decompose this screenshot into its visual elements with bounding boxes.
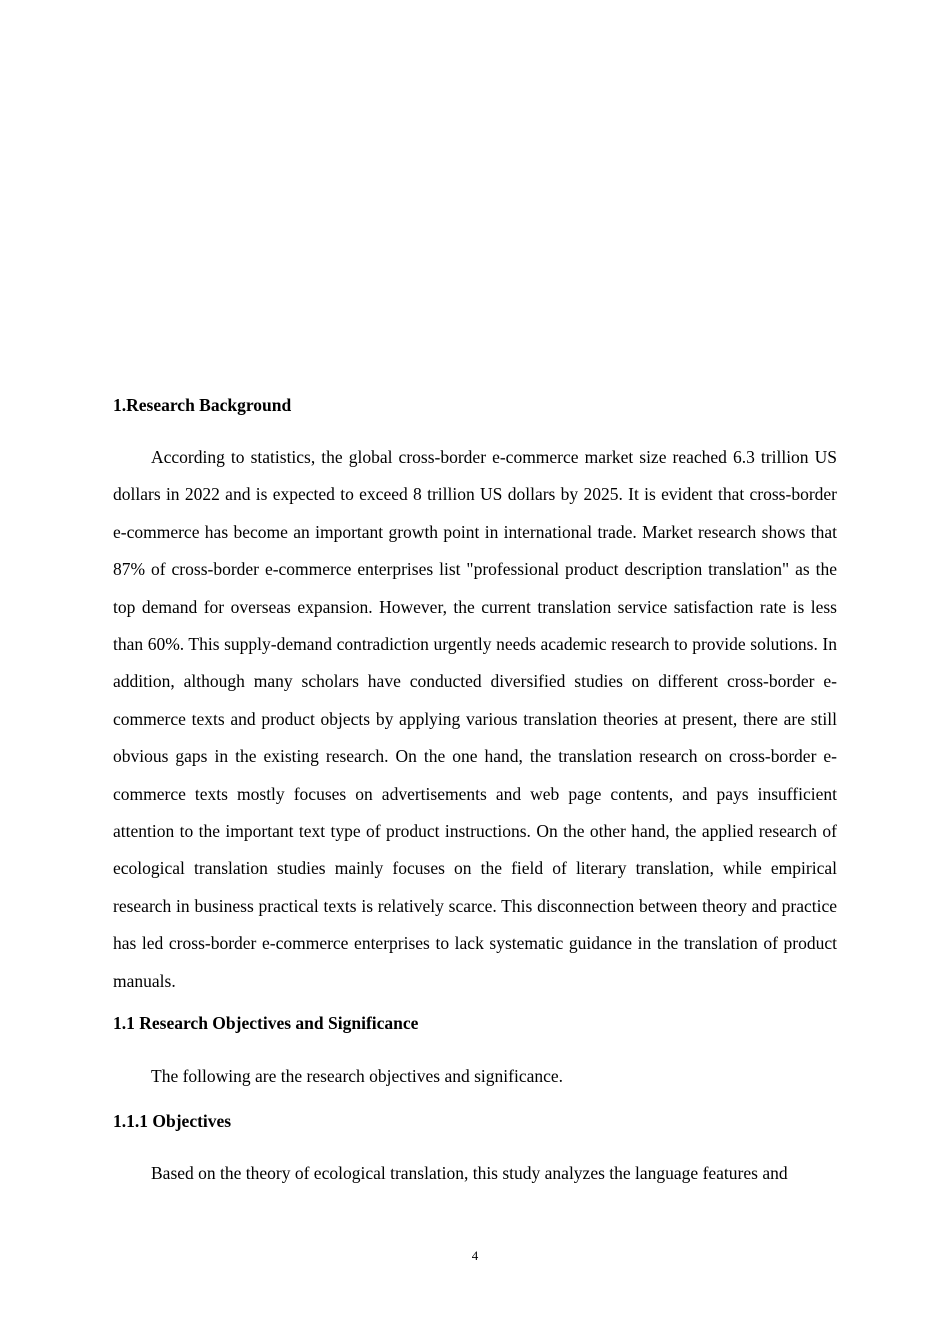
objectives-paragraph: Based on the theory of ecological translation, this study analyzes the language features and (151, 1162, 788, 1183)
section-heading-objectives: 1.1.1 Objectives (113, 1110, 232, 1131)
section-heading-objectives-significance: 1.1 Research Objectives and Significance (113, 1013, 419, 1034)
research-background-paragraph: According to statistics, the global cross-border e-commerce market size reached 6.3 trillion US dollars in 2022 and is expected to exceed 8 trillion US dollars by 2025. It is evident that cross-border e-commerce has become an important growth point in international trade. Market research shows that 87% of cross-border e-commerce enterprises list "professional product description translation" as the top demand for overseas expansion. However, the current translation service satisfaction rate is less than 60%. This supply-demand contradiction urgently needs academic research to provide solutions. In addition, although many scholars have conducted diversified studies on different cross-border e-commerce texts and product objects by applying various translation theories at present, there are still obvious gaps in the existing research. On the one hand, the translation research on cross-border e-commerce texts mostly focuses on advertisements and web page contents, and pays insufficient attention to the important text type of product instructions. On the other hand, the applied research of ecological translation studies mainly focuses on the field of literary translation, while empirical research in business practical texts is relatively scarce. This disconnection between theory and practice has led cross-border e-commerce enterprises to lack systematic guidance in the translation of product manuals. (113, 447, 837, 991)
section-heading-research-background: 1.Research Background (113, 395, 292, 415)
page-content (113, 392, 837, 1192)
page-number: 4 (471, 1248, 479, 1263)
objectives-significance-paragraph: The following are the research objectives and significance. (151, 1066, 564, 1087)
